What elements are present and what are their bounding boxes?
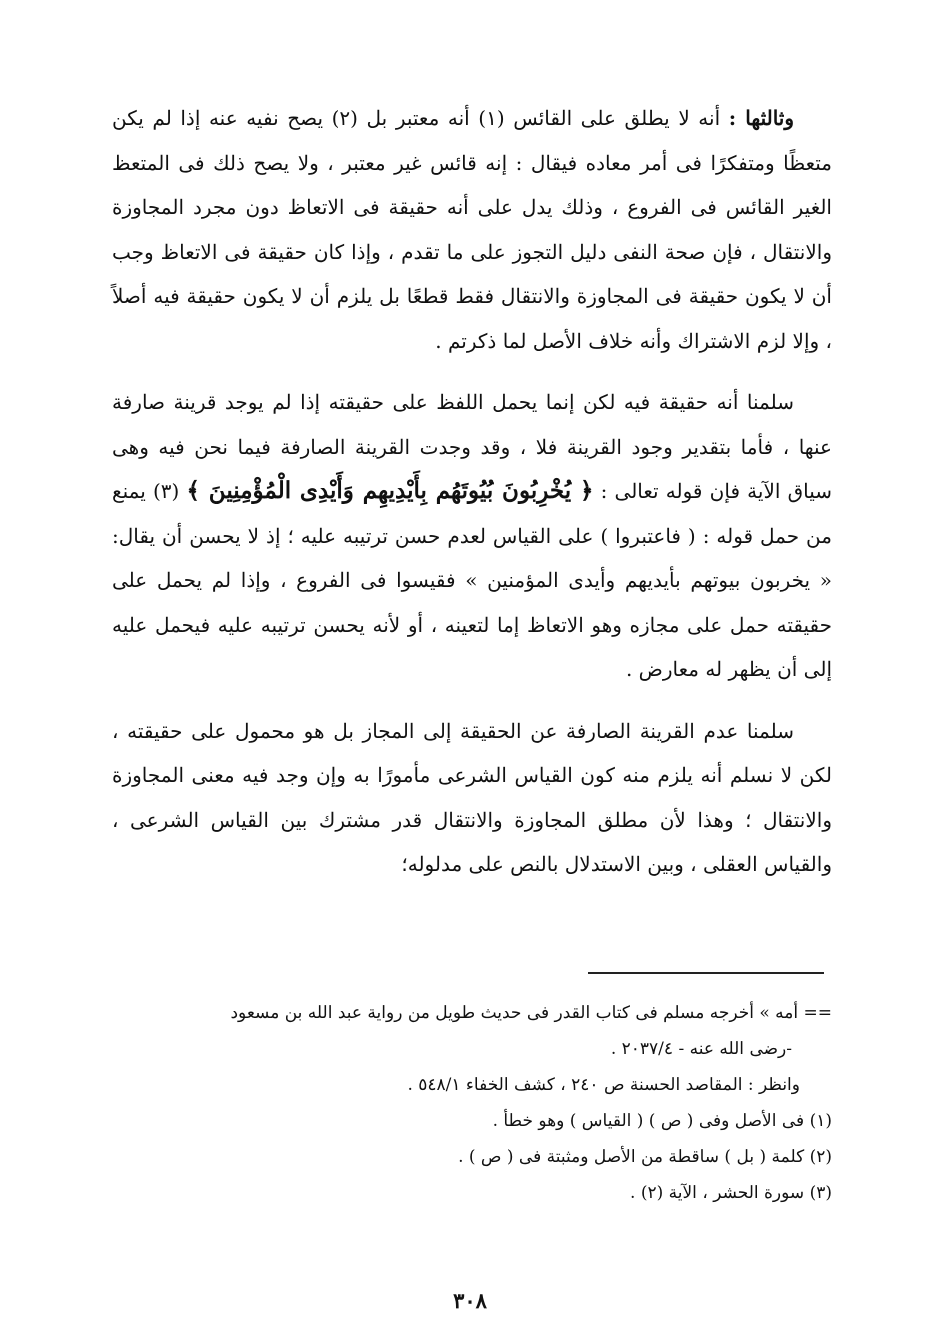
footnote-continuation-line: -رضى الله عنه - ٢٠٣٧/٤ . — [610, 1039, 792, 1059]
footnote-continuation-line: == أمه » أخرجه مسلم فى كتاب القدر فى حديث طويل من رواية عبد الله بن مسعود — [230, 1003, 832, 1023]
footnotes — [112, 995, 832, 1211]
main-text — [112, 96, 832, 904]
footnote-1: (١) فى الأصل وفى ( ص ) ( القياس ) وهو خطأ . — [492, 1111, 832, 1131]
paragraph-2 — [112, 380, 832, 692]
paragraph-3-text: سلمنا عدم القرينة الصارفة عن الحقيقة إلى المجاز بل هو محمول على حقيقته ، لكن لا نسلم أنه يلزم منه كون القياس الشرعى مأمورًا به وإن وجد فيه معنى المجاوزة والانتقال ؛ وهذا لأن مطلق المجاوزة والانتقال قدر مشترك بين القياس الشرعى ، والقياس العقلى ، وبين الاستدلال بالنص على مدلوله؛ — [112, 718, 832, 876]
footnote-reference-line: وانظر : المقاصد الحسنة ص ٢٤٠ ، كشف الخفاء ٥٤٨/١ . — [407, 1075, 800, 1095]
paragraph-2-text-before: سلمنا أنه حقيقة فيه لكن إنما يحمل اللفظ على حقيقته إذا لم يوجد قرينة صارفة عنها ، فأما بتقدير وجود القرينة فلا ، وقد وجدت القرينة الصارفة فيما نحن فيه وهى سياق الآية فإن قوله تعالى : — [112, 390, 832, 503]
footnote-3: (٣) سورة الحشر ، الآية (٢) . — [630, 1183, 832, 1203]
page-number: ٣٠٨ — [453, 1288, 487, 1313]
quran-verse: ﴿ يُخْرِبُونَ بُيُوتَهُم بِأَيْدِيهِم وَأَيْدِى الْمُؤْمِنِينَ ﴾ — [186, 477, 594, 504]
paragraph-2-text-after: (٣) يمنع من حمل قوله : ( فاعتبروا ) على القياس لعدم حسن ترتيبه عليه ؛ إذ لا يحسن أن يقال: « يخربون بيوتهم بأيديهم وأيدى المؤمنين » فقيسوا فى الفروع ، وإذا لم يحمل على حقيقته حمل على مجازه وهو الاتعاظ إما لتعينه ، أو لأنه يحسن ترتيبه عليه فيحمل عليه إلى أن يظهر له معارض . — [112, 479, 832, 681]
paragraph-1 — [112, 96, 832, 363]
footnote-separator — [588, 972, 824, 974]
paragraph-1-text: أنه لا يطلق على القائس (١) أنه معتبر بل (٢) يصح نفيه عنه إذا لم يكن متعظًا ومتفكرًا فى أمر معاده فيقال : إنه قائس غير معتبر ، ولا يصح ذلك فى المتعظ الغير القائس فى الفروع ، وذلك يدل على أنه حقيقة فى الاتعاظ دون مجرد المجاوزة والانتقال ، فإن صحة النفى دليل التجوز على ما تقدم ، وإذا كان حقيقة فى الاتعاظ وجب أن لا يكون حقيقة فى المجاوزة والانتقال فقط قطعًا بل يلزم أن لا يكون حقيقة فيه أصلاً ، وإلا لزم الاشتراك وأنه خلاف الأصل لما ذكرتم . — [112, 106, 832, 353]
footnote-2: (٢) كلمة ( بل ) ساقطة من الأصل ومثبتة فى ( ص ) . — [458, 1147, 832, 1167]
paragraph-3 — [112, 709, 832, 887]
paragraph-lead-word: وثالثها : — [728, 106, 795, 130]
